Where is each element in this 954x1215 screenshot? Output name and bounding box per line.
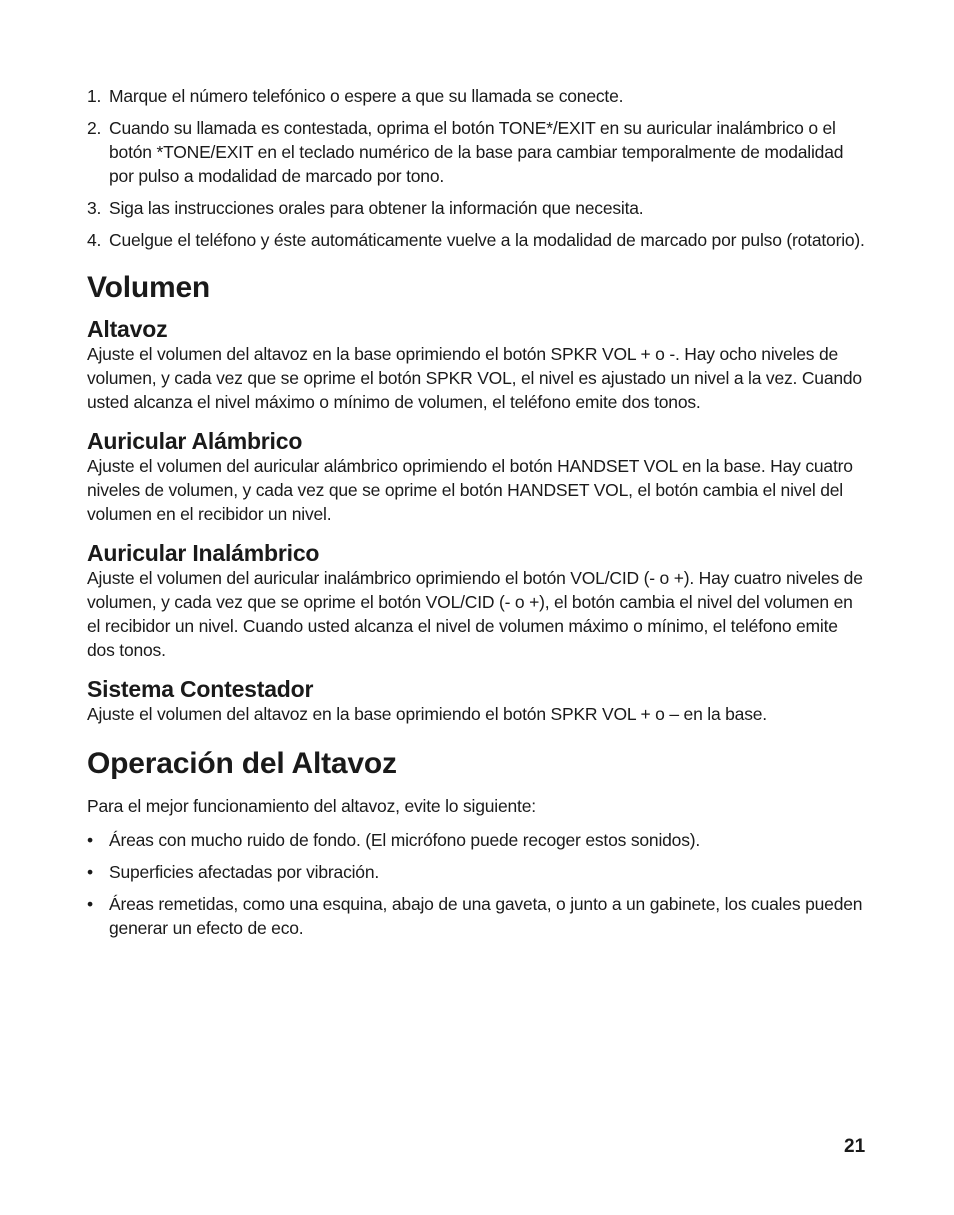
subheading-auricular-alambrico: Auricular Alámbrico xyxy=(87,428,303,454)
page-number: 21 xyxy=(844,1136,866,1157)
subheading-altavoz: Altavoz xyxy=(87,316,168,342)
bullet-text: Áreas con mucho ruido de fondo. (El micrófono puede recoger estos sonidos). xyxy=(109,830,701,850)
list-item xyxy=(87,828,867,852)
page-content xyxy=(87,84,867,948)
paragraph-operacion-intro: Para el mejor funcionamiento del altavoz, evite lo siguiente: xyxy=(87,796,536,816)
bullet-list xyxy=(87,828,867,940)
step-text: Cuando su llamada es contestada, oprima el botón TONE*/EXIT en su auricular inalámbrico o el botón *TONE/EXIT en el teclado numérico de la base para cambiar temporalmente de modalidad por pulso a modalidad de marcado por tono. xyxy=(109,118,844,186)
step-number: 3. xyxy=(87,198,102,218)
list-item xyxy=(87,860,867,884)
subheading-auricular-inalambrico: Auricular Inalámbrico xyxy=(87,540,320,566)
bullet-text: Superficies afectadas por vibración. xyxy=(109,862,380,882)
list-item xyxy=(87,228,867,252)
paragraph-sistema-contestador: Ajuste el volumen del altavoz en la base oprimiendo el botón SPKR VOL + o – en la base. xyxy=(87,704,767,724)
step-text: Marque el número telefónico o espere a que su llamada se conecte. xyxy=(109,86,624,106)
list-item xyxy=(87,84,867,108)
section-heading-operacion: Operación del Altavoz xyxy=(87,747,397,780)
steps-list xyxy=(87,84,867,252)
step-number: 2. xyxy=(87,118,102,138)
step-text: Cuelgue el teléfono y éste automáticamente vuelve a la modalidad de marcado por pulso (rotatorio). xyxy=(109,230,865,250)
section-heading-volumen: Volumen xyxy=(87,271,211,304)
bullet-icon: • xyxy=(87,830,93,850)
paragraph-auricular-alambrico: Ajuste el volumen del auricular alámbrico oprimiendo el botón HANDSET VOL en la base. Hay cuatro niveles de volumen, y cada vez que se oprime el botón HANDSET VOL, el botón cambia el nivel del volumen en el recibidor un nivel. xyxy=(87,456,853,524)
list-item xyxy=(87,116,867,188)
list-item xyxy=(87,892,867,940)
bullet-icon: • xyxy=(87,894,93,914)
bullet-icon: • xyxy=(87,862,93,882)
paragraph-auricular-inalambrico: Ajuste el volumen del auricular inalámbrico oprimiendo el botón VOL/CID (- o +). Hay cuatro niveles de volumen, y cada vez que se oprime el botón VOL/CID (- o +), el botón cambia el nivel del volumen en el recibidor un nivel. Cuando usted alcanza el nivel de volumen máximo o mínimo, el teléfono emite dos tonos. xyxy=(87,568,863,660)
list-item xyxy=(87,196,867,220)
paragraph-altavoz: Ajuste el volumen del altavoz en la base oprimiendo el botón SPKR VOL + o -. Hay ocho niveles de volumen, y cada vez que se oprime el botón SPKR VOL, el nivel es ajustado un nivel a la vez. Cuando usted alcanza el nivel máximo o mínimo de volumen, el teléfono emite dos tonos. xyxy=(87,344,862,412)
step-number: 1. xyxy=(87,86,102,106)
subheading-sistema-contestador: Sistema Contestador xyxy=(87,676,314,702)
step-number: 4. xyxy=(87,230,102,250)
bullet-text: Áreas remetidas, como una esquina, abajo de una gaveta, o junto a un gabinete, los cuales pueden generar un efecto de eco. xyxy=(109,894,863,938)
step-text: Siga las instrucciones orales para obtener la información que necesita. xyxy=(109,198,644,218)
